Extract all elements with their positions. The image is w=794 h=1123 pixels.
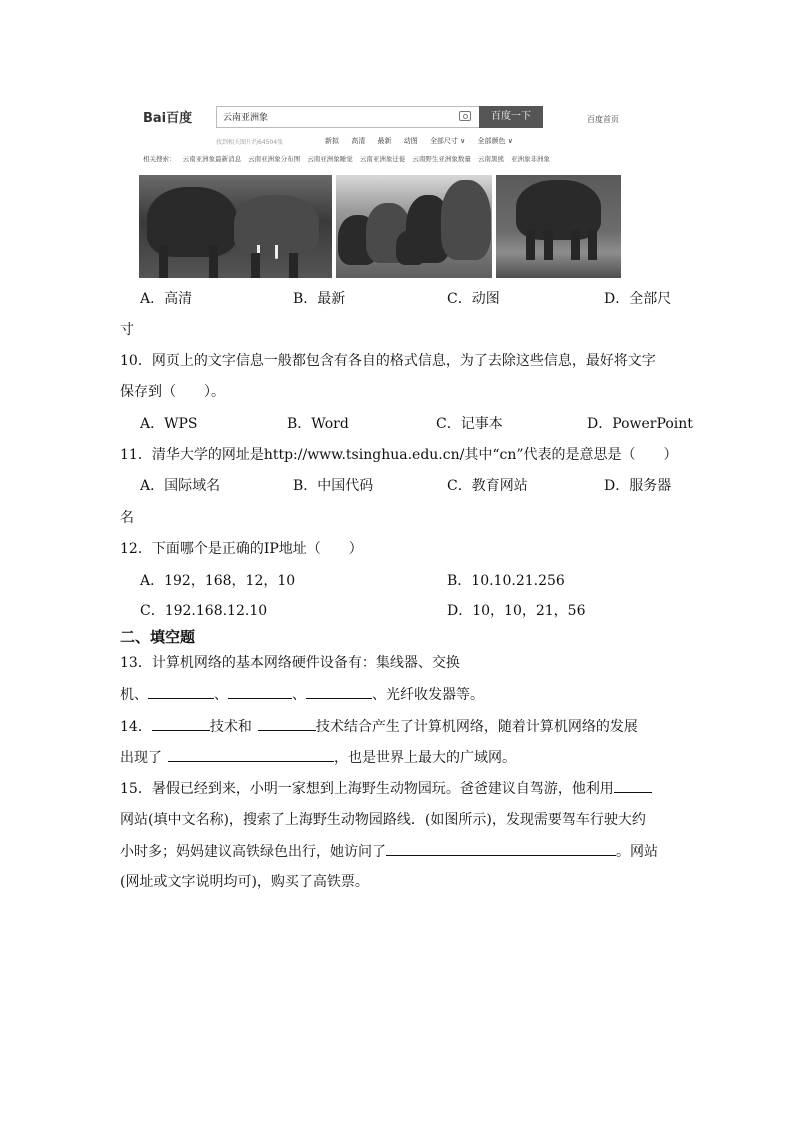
- q14-blank-3[interactable]: [168, 747, 334, 762]
- q13-sep-1: 、: [214, 687, 228, 703]
- q15-question-line4: (网址或文字说明均可)，购买了高铁票。: [120, 874, 369, 890]
- filter-new[interactable]: 新拟: [325, 137, 339, 145]
- q9-option-b: B．最新: [293, 291, 346, 307]
- elephant-photo-1[interactable]: [139, 175, 332, 278]
- q15-blank-1[interactable]: [614, 778, 652, 793]
- q10-option-b: B．Word: [287, 416, 349, 432]
- q13-text-start: 机、: [120, 687, 148, 703]
- q10-question-line1: 10．网页上的文字信息一般都包含有各自的格式信息，为了去除这些信息，最好将文字: [120, 353, 656, 369]
- q15-question-line2: 网站(填中文名称)，搜索了上海野生动物园路线．(如图所示)，发现需要驾车行驶大约: [120, 812, 646, 828]
- q9-option-d-wrap: 寸: [120, 322, 134, 338]
- q15-blank-2[interactable]: [386, 841, 616, 856]
- q13-blank-1[interactable]: [148, 684, 214, 699]
- q14-question-line1: [120, 716, 638, 737]
- q11-option-a: A．国际域名: [140, 478, 221, 494]
- q14-question-line2: [120, 747, 516, 768]
- q15-text-line3-start: 小时多；妈妈建议高铁绿色出行，她访问了: [120, 844, 386, 860]
- q10-option-a: A．WPS: [140, 416, 198, 432]
- q15-text-line3-end: 。网站: [616, 844, 658, 860]
- q14-number: 14．: [120, 719, 152, 735]
- search-input-value: 云南亚洲象: [223, 113, 269, 123]
- q9-option-d: D．全部尺: [604, 291, 672, 307]
- q12-option-a: A．192，168，12，10: [140, 573, 296, 589]
- related-label: 相关搜索：: [143, 155, 176, 163]
- elephant-photo-2[interactable]: [336, 175, 492, 278]
- q13-sep-2: 、: [292, 687, 306, 703]
- q15-question-line3: [120, 841, 658, 862]
- filter-hd[interactable]: 高清: [351, 137, 366, 145]
- search-input[interactable]: [216, 106, 479, 128]
- q13-blank-2[interactable]: [228, 684, 292, 699]
- filter-color[interactable]: 全部颜色 ∨: [477, 137, 513, 145]
- q10-option-c: C．记事本: [436, 416, 503, 432]
- related-item[interactable]: 云南亚洲象分布图: [248, 155, 301, 163]
- q14-blank-2[interactable]: [258, 716, 316, 731]
- q12-option-d: D．10，10，21，56: [447, 603, 586, 619]
- camera-icon[interactable]: [459, 111, 471, 121]
- home-link[interactable]: 百度首页: [587, 115, 619, 124]
- q13-blank-3[interactable]: [306, 684, 372, 699]
- filter-bar: [325, 136, 523, 146]
- filter-animated[interactable]: 动图: [403, 137, 418, 145]
- q15-question-line1: [120, 778, 652, 799]
- q10-question-line2: 保存到（ ）。: [120, 384, 225, 400]
- related-item[interactable]: 云南亚洲象迁徙: [359, 155, 406, 163]
- q13-question-line1: 13．计算机网络的基本网络硬件设备有：集线器、交换: [120, 655, 460, 671]
- related-item[interactable]: 云南亚洲象睡觉: [307, 155, 353, 163]
- related-item[interactable]: 云南亚洲象最新消息: [182, 155, 242, 163]
- related-item[interactable]: 云南野生亚洲象数量: [412, 155, 471, 163]
- q11-option-b: B．中国代码: [293, 478, 374, 494]
- result-count: 找到相关图片约64504张: [216, 139, 284, 146]
- q11-question: 11．清华大学的网址是http://www.tsinghua.edu.cn/其中“cn”代表的是意思是（ ）: [120, 447, 678, 463]
- elephant-photo-3[interactable]: [496, 175, 621, 278]
- q15-text-line1: 15．暑假已经到来，小明一家想到上海野生动物园玩。爸爸建议自驾游，他利用: [120, 781, 614, 797]
- q14-text-mid1: 技术和: [209, 719, 252, 735]
- filter-latest[interactable]: 最新: [377, 137, 392, 145]
- search-button[interactable]: 百度一下: [479, 106, 543, 128]
- q11-option-d: D．服务器: [604, 478, 672, 494]
- q12-option-b: B．10.10.21.256: [447, 573, 565, 589]
- baidu-logo: Bai百度: [143, 111, 193, 126]
- section-title-fill-blanks: 二、填空题: [120, 628, 196, 646]
- q11-option-d-wrap: 名: [120, 510, 134, 526]
- q13-question-line2: [120, 684, 484, 705]
- q9-option-a: A．高清: [140, 291, 193, 307]
- q9-option-c: C．动图: [447, 291, 500, 307]
- filter-size[interactable]: 全部尺寸 ∨: [429, 137, 466, 145]
- q14-blank-1[interactable]: [152, 716, 210, 731]
- q13-text-end: 、光纤收发器等。: [372, 687, 484, 703]
- q14-text-start: 出现了: [120, 750, 162, 766]
- q14-text-mid2: 技术结合产生了计算机网络，随着计算机网络的发展: [315, 719, 638, 735]
- image-results: [139, 175, 621, 278]
- search-screenshot-figure: [137, 100, 621, 278]
- related-item[interactable]: 云南黑熊: [477, 155, 504, 163]
- related-searches: [143, 154, 555, 163]
- q12-question: 12．下面哪个是正确的IP地址（ ）: [120, 541, 363, 557]
- related-item[interactable]: 亚洲象非洲象: [511, 155, 551, 163]
- q12-option-c: C．192.168.12.10: [140, 603, 268, 619]
- q10-option-d: D．PowerPoint: [587, 416, 693, 432]
- q14-text-end: ，也是世界上最大的广域网。: [334, 750, 516, 766]
- q11-option-c: C．教育网站: [447, 478, 528, 494]
